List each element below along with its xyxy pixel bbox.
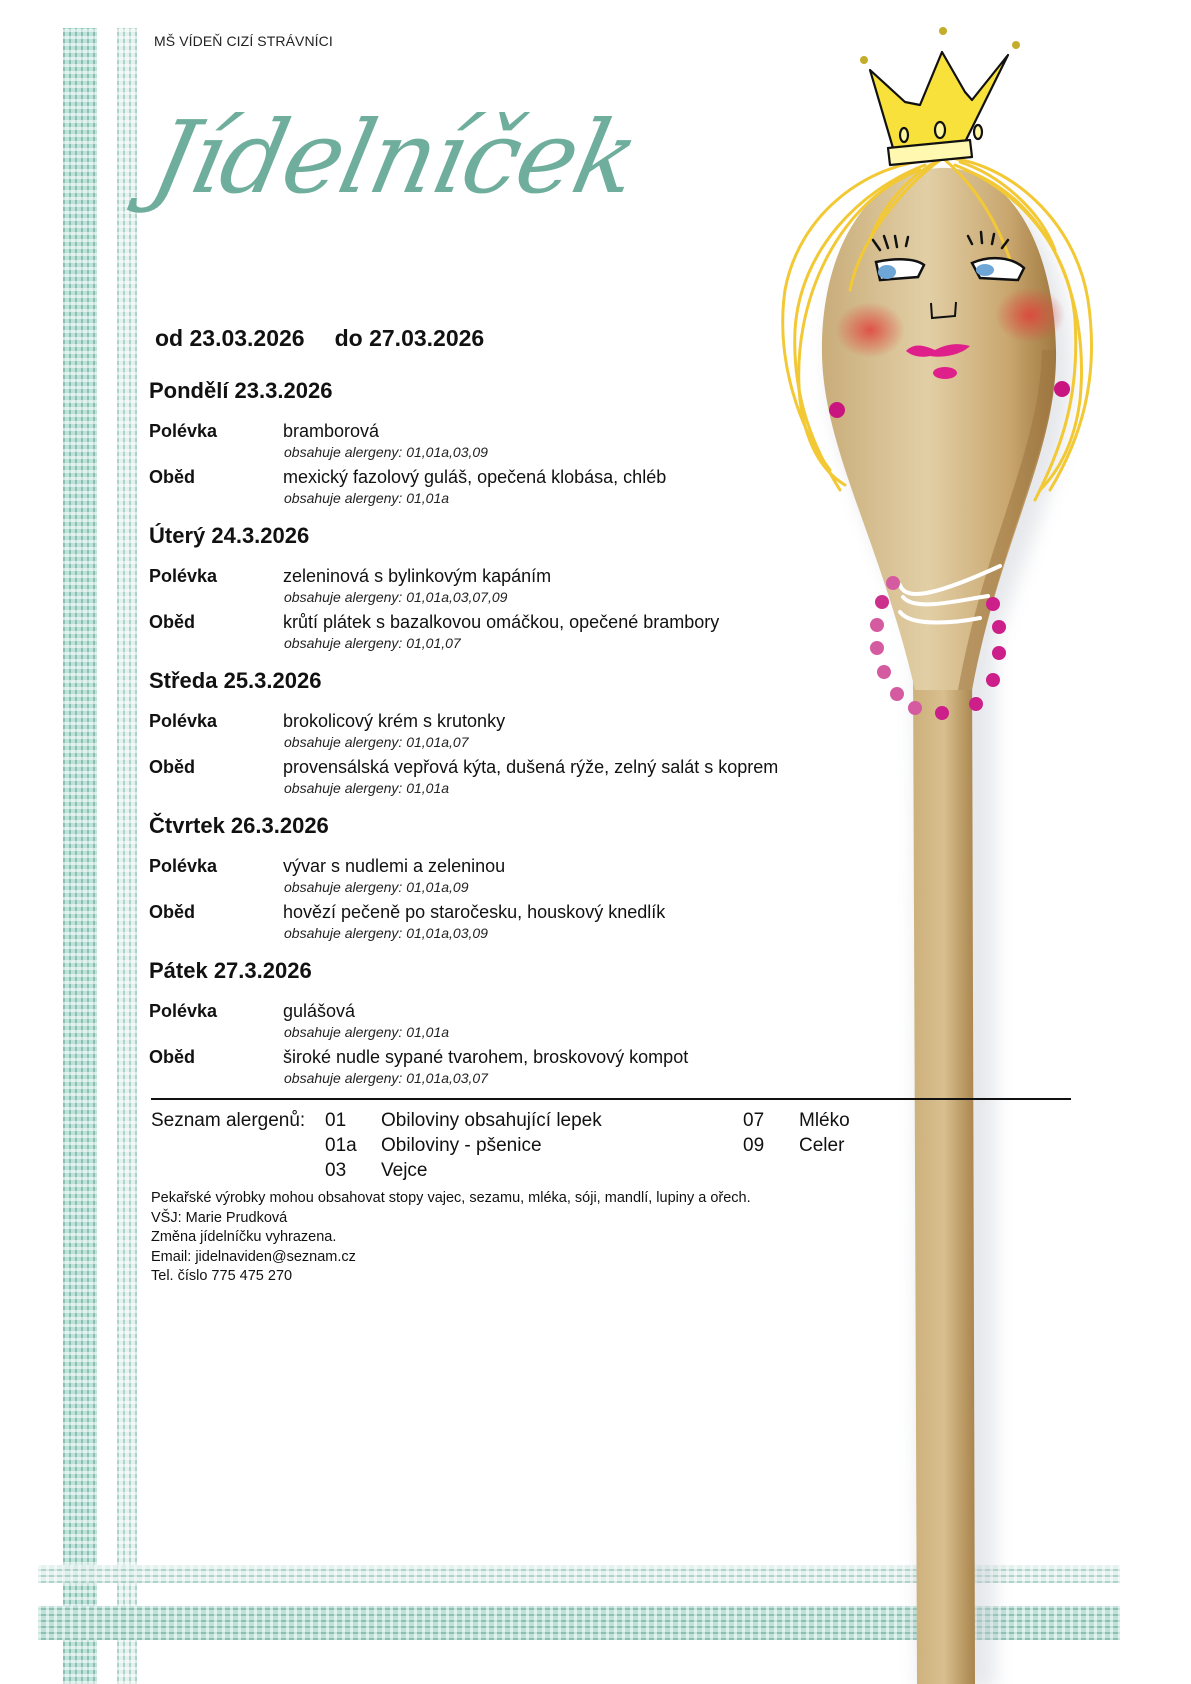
meal-value: gulášová xyxy=(283,1001,356,1021)
date-from: od 23.03.2026 xyxy=(155,325,305,351)
meal-label: Polévka xyxy=(149,1001,218,1021)
meal-allergens: obsahuje alergeny: 01,01a,03,07 xyxy=(284,1070,488,1086)
day-title: Středa 25.3.2026 xyxy=(149,668,322,693)
section-divider xyxy=(151,1098,1071,1100)
left-ribbon-light xyxy=(117,28,137,1684)
day-title: Pondělí 23.3.2026 xyxy=(149,378,333,403)
meal-allergens: obsahuje alergeny: 01,01a,03,07,09 xyxy=(284,589,508,605)
meal-soup xyxy=(149,1000,869,1046)
allergen-code: 03 xyxy=(325,1160,347,1181)
day-title: Pátek 27.3.2026 xyxy=(149,958,312,983)
allergen-name: Vejce xyxy=(381,1160,428,1181)
meal-value: bramborová xyxy=(283,421,380,441)
meal-label: Oběd xyxy=(149,467,196,487)
meal-value: vývar s nudlemi a zeleninou xyxy=(283,856,506,876)
bakery-note: Pekařské výrobky mohou obsahovat stopy vajec, sezamu, mléka, sóji, mandlí, lupiny a ořech. xyxy=(151,1190,751,1206)
meal-allergens: obsahuje alergeny: 01,01a,07 xyxy=(284,734,469,750)
meal-lunch xyxy=(149,611,869,657)
meal-lunch xyxy=(149,1046,869,1092)
school-name: MŠ VÍDEŇ CIZÍ STRÁVNÍCI xyxy=(154,33,333,49)
day-title: Čtvrtek 26.3.2026 xyxy=(149,813,329,838)
date-to: do 27.03.2026 xyxy=(334,325,485,351)
meal-soup xyxy=(149,855,869,901)
page-title: Jídelníček xyxy=(142,99,647,216)
bottom-ribbon-dark xyxy=(38,1606,1120,1640)
meal-allergens: obsahuje alergeny: 01,01a xyxy=(284,490,450,506)
allergen-name: Obiloviny - pšenice xyxy=(381,1135,542,1156)
left-ribbon-dark xyxy=(63,28,97,1684)
meal-soup xyxy=(149,710,869,756)
meal-allergens: obsahuje alergeny: 01,01a xyxy=(284,780,450,796)
meal-soup xyxy=(149,565,869,611)
allergen-code: 09 xyxy=(743,1135,765,1156)
meal-label: Polévka xyxy=(149,566,218,586)
meal-value: brokolicový krém s krutonky xyxy=(283,711,506,731)
day-thursday xyxy=(149,813,869,958)
meal-label: Oběd xyxy=(149,902,196,922)
meal-label: Polévka xyxy=(149,421,218,441)
phone-note: Tel. číslo 775 475 270 xyxy=(151,1268,293,1284)
allergen-code: 01a xyxy=(325,1135,357,1156)
allergen-name: Obiloviny obsahující lepek xyxy=(381,1110,602,1131)
meal-label: Oběd xyxy=(149,757,196,777)
day-wednesday xyxy=(149,668,869,813)
allergen-name: Celer xyxy=(799,1135,845,1156)
meal-allergens: obsahuje alergeny: 01,01a,03,09 xyxy=(284,925,488,941)
day-monday xyxy=(149,378,869,523)
meal-label: Oběd xyxy=(149,1047,196,1067)
bottom-ribbon-light xyxy=(38,1565,1120,1583)
email-note: Email: jidelnaviden@seznam.cz xyxy=(151,1248,356,1265)
allergen-legend-heading: Seznam alergenů: xyxy=(151,1110,306,1131)
meal-value: hovězí pečeně po staročesku, houskový knedlík xyxy=(283,902,666,922)
allergen-code: 01 xyxy=(325,1110,347,1131)
meal-label: Polévka xyxy=(149,856,218,876)
meal-allergens: obsahuje alergeny: 01,01a,09 xyxy=(284,879,469,895)
meal-value: provensálská vepřová kýta, dušená rýže, zelný salát s koprem xyxy=(283,757,779,777)
meal-value: mexický fazolový guláš, opečená klobása, chléb xyxy=(283,467,667,487)
meal-lunch xyxy=(149,466,869,512)
meal-label: Oběd xyxy=(149,612,196,632)
allergen-name: Mléko xyxy=(799,1110,850,1131)
footer-notes xyxy=(151,1189,751,1287)
meal-value: zeleninová s bylinkovým kapáním xyxy=(283,566,552,586)
manager-note: VŠJ: Marie Prudková xyxy=(151,1209,288,1226)
meal-value: krůtí plátek s bazalkovou omáčkou, opečené brambory xyxy=(283,612,720,632)
meal-lunch xyxy=(149,901,869,947)
meal-allergens: obsahuje alergeny: 01,01a,03,09 xyxy=(284,444,488,460)
change-note: Změna jídelníčku vyhrazena. xyxy=(151,1229,337,1245)
meal-soup xyxy=(149,420,869,466)
meal-value: široké nudle sypané tvarohem, broskovový kompot xyxy=(283,1047,689,1067)
date-range xyxy=(155,325,484,352)
meal-lunch xyxy=(149,756,869,802)
day-tuesday xyxy=(149,523,869,668)
meal-label: Polévka xyxy=(149,711,218,731)
allergen-code: 07 xyxy=(743,1110,765,1131)
meal-allergens: obsahuje alergeny: 01,01a xyxy=(284,1024,450,1040)
weekly-menu xyxy=(149,378,869,1103)
day-title: Úterý 24.3.2026 xyxy=(149,523,310,548)
meal-allergens: obsahuje alergeny: 01,01,07 xyxy=(284,635,461,651)
day-friday xyxy=(149,958,869,1103)
